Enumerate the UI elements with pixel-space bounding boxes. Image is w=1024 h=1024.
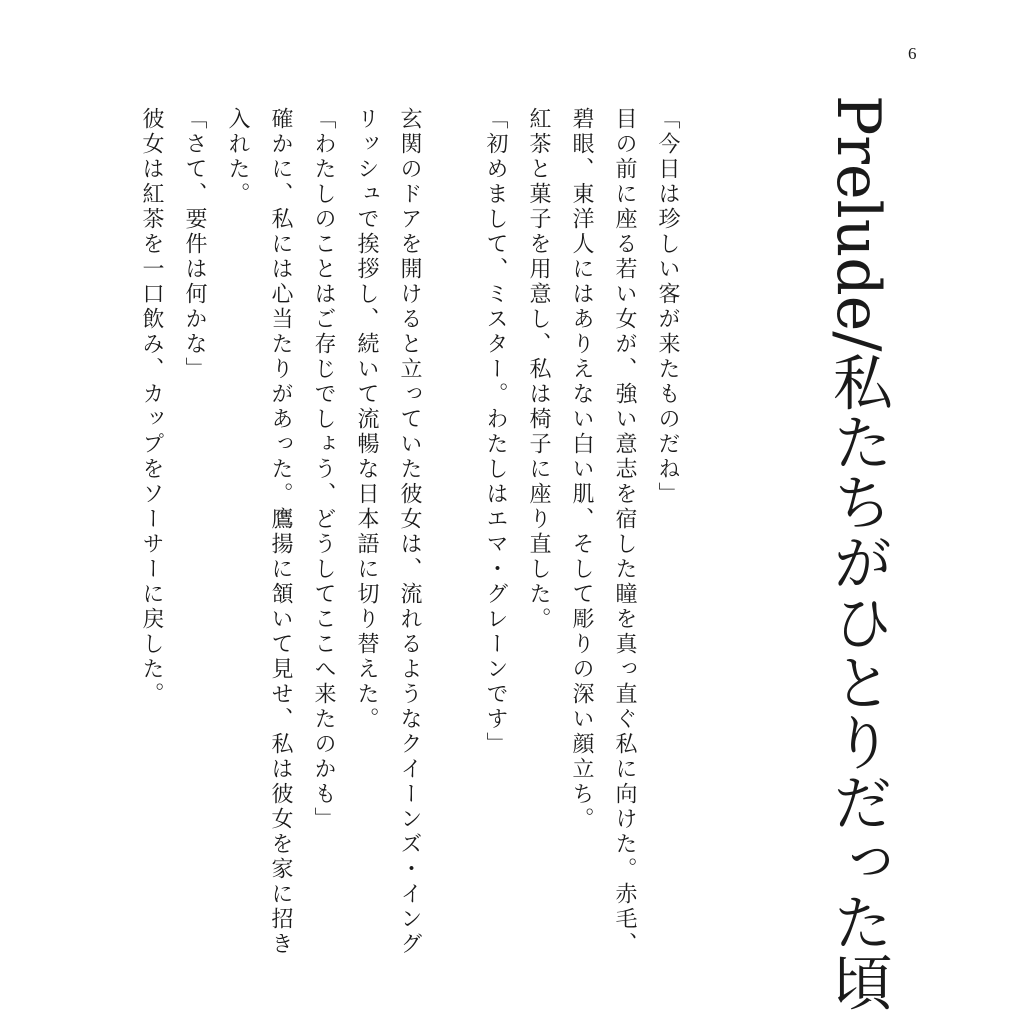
body-text — [139, 107, 689, 957]
chapter-title: Prelude/私たちがひとりだった頃 — [823, 95, 893, 1012]
paragraph: 玄関のドアを開けると立っていた彼女は、流れるようなクイーンズ・イングリッシュで挨拶し、続いて流暢な日本語に切り替えた。 — [354, 107, 422, 957]
paragraph: 「さて、要件は何かな」 — [182, 107, 207, 382]
paragraph: 「今日は珍しい客が来たものだね」 — [655, 107, 680, 507]
paragraph: 確かに、私には心当たりがあった。鷹揚に頷いて見せ、私は彼女を家に招き入れた。 — [225, 107, 293, 957]
paragraph: 目の前に座る若い女が、強い意志を宿した瞳を真っ直ぐ私に向けた。赤毛、碧眼、東洋人にはありえない白い肌、そして彫りの深い顔立ち。 — [569, 107, 637, 957]
paragraph: 「わたしのことはご存じでしょう、どうしてここへ来たのかも」 — [311, 107, 336, 832]
page-number: 6 — [908, 44, 917, 63]
paragraph: 「初めまして、ミスター。わたしはエマ・グレーンです」 — [483, 107, 508, 757]
paragraph: 彼女は紅茶を一口飲み、カップをソーサーに戻した。 — [139, 107, 164, 707]
paragraph: 紅茶と菓子を用意し、私は椅子に座り直した。 — [526, 107, 551, 632]
